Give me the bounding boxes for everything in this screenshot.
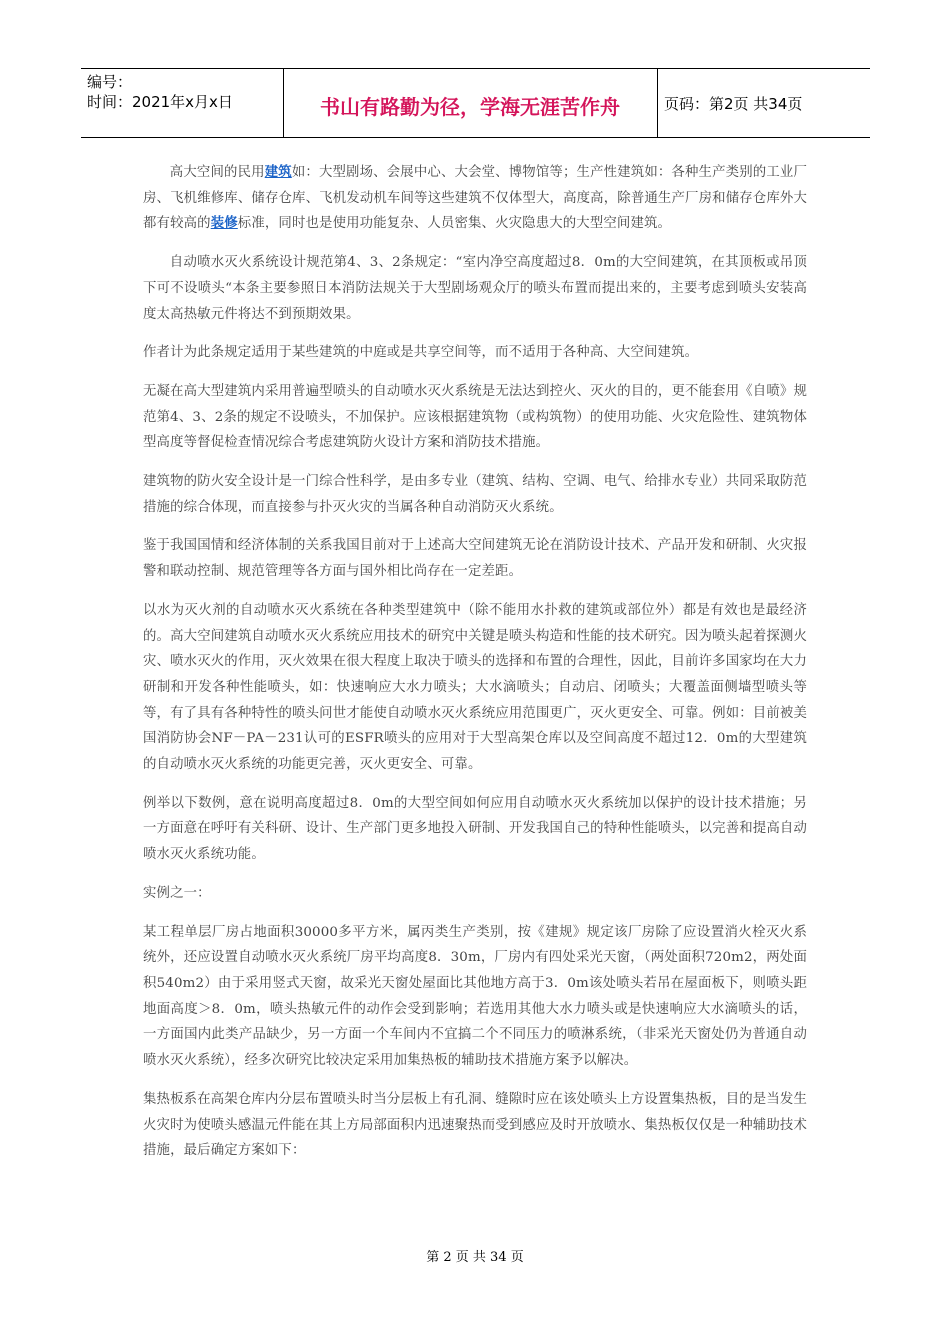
paragraph: 作者计为此条规定适用于某些建筑的中庭或是共享空间等，而不适用于各种高、大空间建筑。 (143, 345, 699, 361)
paragraph (143, 160, 807, 237)
paragraph: 鉴于我国国情和经济体制的关系我国目前对于上述高大空间建筑无论在消防设计技术、产品开发和研制、火灾报警和联动控制、规范管理等各方面与国外相比尚存在一定差距。 (143, 538, 807, 580)
paragraph: 实例之一： (143, 885, 211, 901)
link-building[interactable]: 建筑 (264, 164, 292, 180)
paragraph: 自动喷水灭火系统设计规范第4、3、2条规定：“室内净空高度超过8．0m的大空间建筑，在其顶板或吊顶下可不设喷头“本条主要参照日本消防法规关于大型剧场观众厅的喷头布置而提出来的，主要考虑到喷头安装高度太高热敏元件将达不到预期效果。 (143, 255, 807, 322)
link-decoration[interactable]: 装修 (210, 215, 238, 232)
text-span: 高大空间的民用 (169, 165, 265, 180)
paragraph: 建筑物的防火安全设计是一门综合性科学，是由多专业（建筑、结构、空调、电气、给排水专业）共同采取防范措施的综合体现，而直接参与扑灭火灾的当属各种自动消防灭火系统。 (143, 474, 807, 515)
header-motto-cell (283, 69, 658, 137)
paragraph: 例举以下数例，意在说明高度超过8．0m的大型空间如何应用自动喷水灭火系统加以保护的设计技术措施；另一方面意在呼吁有关科研、设计、生产部门更多地投入研制、开发我国自己的特种性能喷头，以完善和提高自动喷水灭火系统功能。 (143, 795, 807, 863)
number-label: 编号： (87, 73, 133, 91)
text-span: 标准，同时也是使用功能复杂、人员密集、火灾隐患大的大型空间建筑。 (237, 216, 672, 232)
paragraph: 无凝在高大型建筑内采用普遍型喷头的自动喷水灭火系统是无法达到控火、灭火的目的，更不能套用《自喷》规范第4、3、2条的规定不设喷头，不加保护。应该根据建筑物（或构筑物）的使用功能、火灾危险性、建筑物体型高度等督促检查情况综合考虑建筑防火设计方案和消防技术措施。 (143, 383, 807, 451)
text-span: 如：大型剧场、会展中心、大会堂、博物馆等；生产性建筑如：各种生产类别的工业厂房、飞机维修库、储存仓库、飞机发动机车间等这些建筑不仅体型大，高度高，除普通生产厂房和储存仓库外大都有较高的 (143, 165, 807, 232)
paragraph: 某工程单层厂房占地面积30000多平方米，属丙类生产类别，按《建规》规定该厂房除了应设置消火栓灭火系统外，还应设置自动喷水灭火系统厂房平均高度8．30m，厂房内有四处采光天窗，（两处面积720m2，两处面积540m2）由于采用竖式天窗，故采光天窗处屋面比其他地方高于3．0m该处喷头若吊在屋面板下，则喷头距地面高度＞8．0m，喷头热敏元件的动作会受到影响；若选用其他大水力喷头或是快速响应大水滴喷头的话，一方面国内此类产品缺少，另一方面一个车间内不宜搞二个不同压力的喷淋系统，（非采光天窗处仍为普通自动喷水灭火系统），经多次研究比较决定采用加集热板的辅助技术措施方案予以解决。 (143, 924, 807, 1069)
time-label: 时间：2021年x月x日 (87, 93, 233, 111)
motto: 书山有路勤为径，学海无涯苦作舟 (320, 95, 620, 119)
page-info: 页码：第2页 共34页 (664, 95, 803, 113)
paragraph: 集热板系在高架仓库内分层布置喷头时当分层板上有孔洞、缝隙时应在该处喷头上方设置集热板，目的是当发生火灾时为使喷头感温元件能在其上方局部面积内迅速聚热而受到感应及时开放喷水、集热板仅仅是一种辅助技术措施，最后确定方案如下： (143, 1091, 807, 1159)
header-table (81, 68, 870, 138)
paragraph: 以水为灭火剂的自动喷水灭火系统在各种类型建筑中（除不能用水扑救的建筑或部位外）都是有效也是最经济的。高大空间建筑自动喷水灭火系统应用技术的研究中关键是喷头构造和性能的技术研究。因为喷头起着探测火灾、喷水灭火的作用，灭火效果在很大程度上取决于喷头的选择和布置的合理性，因此，目前许多国家均在大力研制和开发各种性能喷头，如：快速响应大水力喷头；大水滴喷头；自动启、闭喷头；大覆盖面侧墙型喷头等等，有了具有各种特性的喷头问世才能使自动喷水灭火系统应用范围更广，灭火更安全、可靠。例如：目前被美国消防协会NF－PA－231认可的ESFR喷头的应用对于大型高架仓库以及空间高度不超过12．0m的大型建筑的自动喷水灭火系统的功能更完善，灭火更安全、可靠。 (143, 602, 807, 773)
header-page-cell (658, 69, 870, 137)
document-body (143, 160, 807, 1177)
header-left-cell (81, 69, 284, 137)
page-footer: 第 2 页 共 34 页 (426, 1250, 524, 1265)
